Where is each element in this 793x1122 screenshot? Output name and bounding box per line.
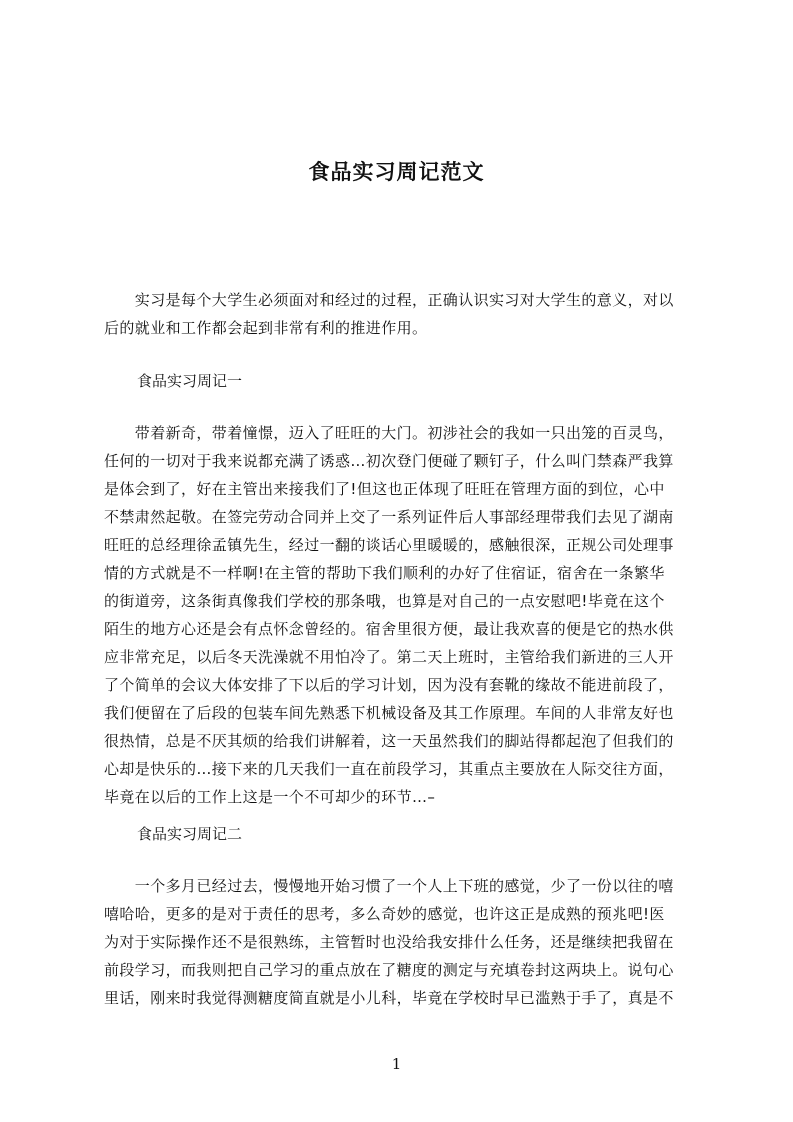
section-1-paragraph — [104, 419, 699, 811]
text-line: 陌生的地方心还是会有点怀念曾经的。宿舍里很方便，最让我欢喜的便是它的热水供 — [104, 620, 674, 638]
text-line: 很热情，总是不厌其烦的给我们讲解着，这一天虽然我们的脚站得都起泡了但我们的 — [104, 732, 674, 750]
text-line: 心却是快乐的…接下来的几天我们一直在前段学习，其重点主要放在人际交往方面， — [104, 760, 674, 778]
page-title: 食品实习周记范文 — [308, 160, 485, 185]
text-line: 不禁肃然起敬。在签完劳动合同并上交了一系列证件后人事部经理带我们去见了湖南 — [104, 508, 674, 526]
page-number: 1 — [391, 1055, 402, 1073]
text-line: 的街道旁，这条街真像我们学校的那条哦，也算是对自己的一点安慰吧!毕竟在这个 — [104, 592, 665, 610]
text-line: 情的方式就是不一样啊!在主管的帮助下我们顺利的办好了住宿证，宿舍在一条繁华 — [104, 564, 665, 582]
section-heading-1: 食品实习周记一 — [137, 372, 243, 390]
text-line: 是体会到了，好在主管出来接我们了!但这也正体现了旺旺在管理方面的到位，心中 — [104, 480, 665, 498]
text-line: 应非常充足，以后冬天洗澡就不用怕冷了。第二天上班时，主管给我们新进的三人开 — [104, 648, 674, 666]
text-line: 后的就业和工作都会起到非常有利的推进作用。 — [104, 319, 428, 337]
text-line: 旺旺的总经理徐孟镇先生，经过一翻的谈话心里暖暖的，感触很深，正规公司处理事 — [104, 536, 674, 554]
text-line: 前段学习，而我则把自己学习的重点放在了糖度的测定与充填卷封这两块上。说句心 — [104, 961, 674, 979]
section-2-paragraph — [104, 872, 699, 1012]
text-line: 了个简单的会议大体安排了下以后的学习计划，因为没有套靴的缘故不能进前段了， — [104, 676, 674, 694]
text-line: 嘻哈哈，更多的是对于责任的思考，多么奇妙的感觉，也许这正是成熟的预兆吧!医 — [104, 905, 665, 923]
text-line: 带着新奇，带着憧憬，迈入了旺旺的大门。初涉社会的我如一只出笼的百灵鸟， — [104, 424, 674, 442]
text-line: 任何的一切对于我来说都充满了诱惑…初次登门便碰了颗钉子，什么叫门禁森严我算 — [104, 452, 674, 470]
text-line: 一个多月已经过去，慢慢地开始习惯了一个人上下班的感觉，少了一份以往的嘻 — [104, 877, 674, 895]
text-line: 毕竟在以后的工作上这是一个不可却少的环节…– — [104, 788, 436, 806]
text-line: 实习是每个大学生必须面对和经过的过程，正确认识实习对大学生的意义，对以 — [104, 291, 674, 309]
section-heading-2: 食品实习周记二 — [137, 825, 243, 843]
text-line: 我们便留在了后段的包装车间先熟悉下机械设备及其工作原理。车间的人非常友好也 — [104, 704, 674, 722]
intro-paragraph — [104, 286, 699, 342]
text-line: 里话，刚来时我觉得测糖度简直就是小儿科，毕竟在学校时早已滥熟于手了，真是不 — [104, 989, 674, 1007]
text-line: 为对于实际操作还不是很熟练，主管暂时也没给我安排什么任务，还是继续把我留在 — [104, 933, 674, 951]
